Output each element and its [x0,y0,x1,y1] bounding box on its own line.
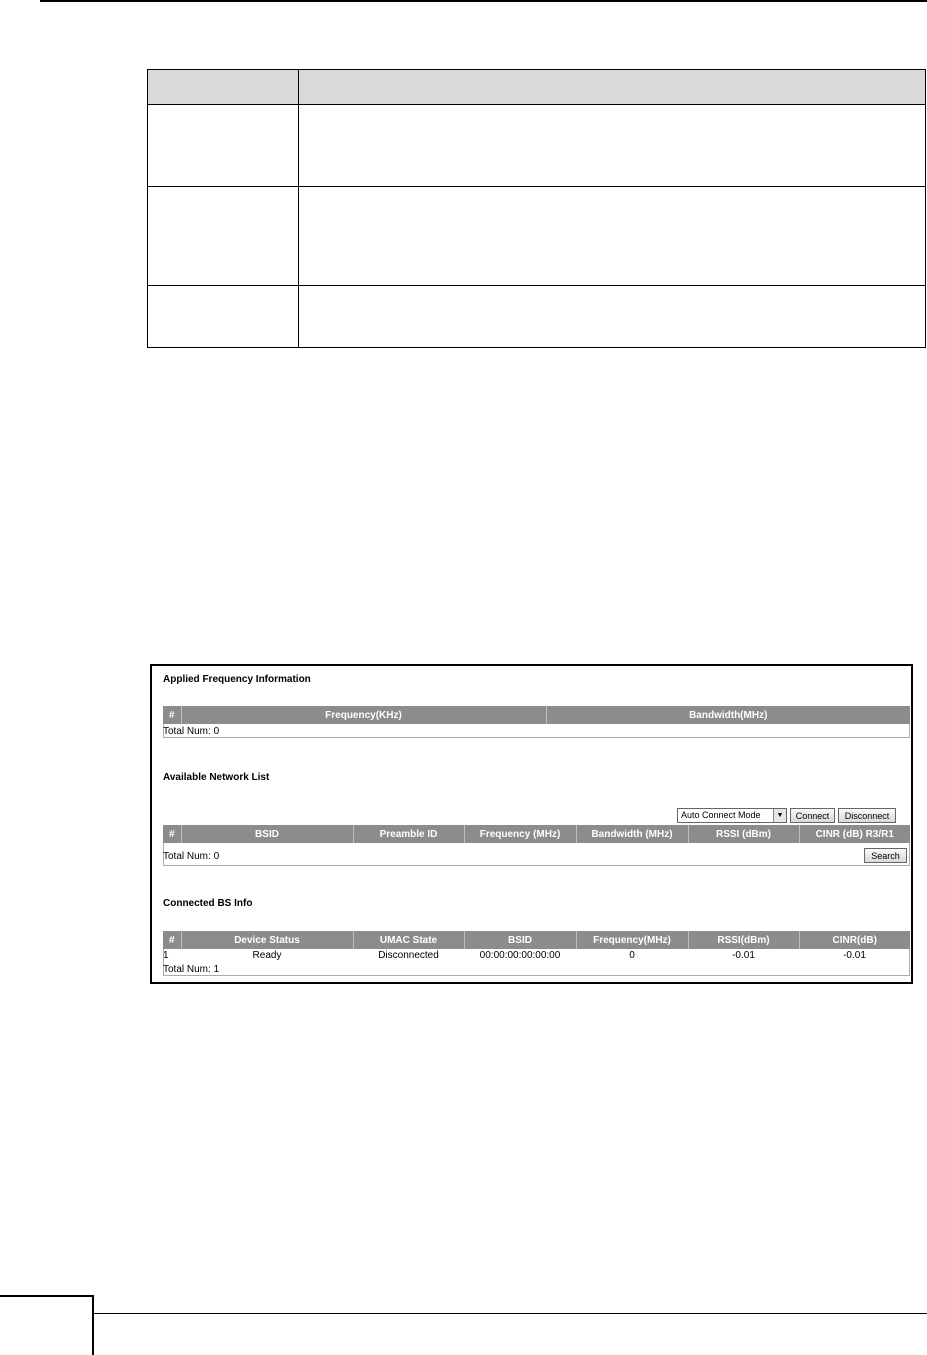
device-status-cell: Ready [252,949,282,961]
label-header-cell [148,70,299,105]
applied-frequency-total: Total Num: 0 [163,726,220,737]
applied-frequency-body [163,724,910,738]
applied-frequency-table [163,706,910,724]
column-header: RSSI(dBm) [688,931,799,949]
description-cell [299,187,926,286]
description-header-row [148,70,926,105]
frequency-cell: 0 [629,949,635,961]
column-header: Preamble ID [353,825,464,843]
column-header: UMAC State [353,931,464,949]
column-header: Frequency (MHz) [464,825,576,843]
description-row [148,187,926,286]
connect-mode-value: Auto Connect Mode [681,810,761,820]
column-header: # [163,706,181,724]
description-cell [299,105,926,187]
description-row [148,105,926,187]
applied-frequency-header-row [163,706,910,724]
column-header: Bandwidth(MHz) [546,706,910,724]
page-number-box [0,1295,94,1355]
header-rule [40,0,927,2]
label-cell [148,105,299,187]
label-cell [148,187,299,286]
description-cell [299,286,926,348]
description-header-cell [299,70,926,105]
column-header: # [163,825,181,843]
cinr-cell: -0.01 [843,949,866,961]
description-table [147,69,926,348]
row-index-cell: 1 [163,949,169,961]
connected-bs-title: Connected BS Info [163,898,253,909]
column-header: Frequency(MHz) [576,931,688,949]
available-network-title: Available Network List [163,772,270,783]
chevron-down-icon[interactable]: ▼ [773,809,786,822]
column-header: BSID [181,825,353,843]
connected-bs-body [163,949,910,976]
search-button[interactable]: Search [864,848,907,863]
rssi-cell: -0.01 [732,949,755,961]
disconnect-button[interactable]: Disconnect [838,808,896,823]
column-header: RSSI (dBm) [688,825,799,843]
column-header: Frequency(KHz) [181,706,546,724]
umac-state-cell: Disconnected [378,949,439,961]
column-header: CINR (dB) R3/R1 [799,825,910,843]
connect-button[interactable]: Connect [790,808,835,823]
column-header: CINR(dB) [799,931,910,949]
column-header: Bandwidth (MHz) [576,825,688,843]
footer-rule [94,1313,927,1314]
bsid-cell: 00:00:00:00:00:00 [479,949,561,961]
label-cell [148,286,299,348]
available-network-body [163,843,910,866]
applied-frequency-title: Applied Frequency Information [163,674,311,685]
connected-bs-header-row [163,931,910,949]
connected-bs-total: Total Num: 1 [163,964,220,975]
available-network-table [163,825,910,843]
column-header: Device Status [181,931,353,949]
available-network-header-row [163,825,910,843]
connect-mode-select[interactable] [677,808,787,823]
wimax-status-screenshot [150,664,913,984]
available-network-total: Total Num: 0 [163,851,220,862]
column-header: # [163,931,181,949]
description-row [148,286,926,348]
column-header: BSID [464,931,576,949]
